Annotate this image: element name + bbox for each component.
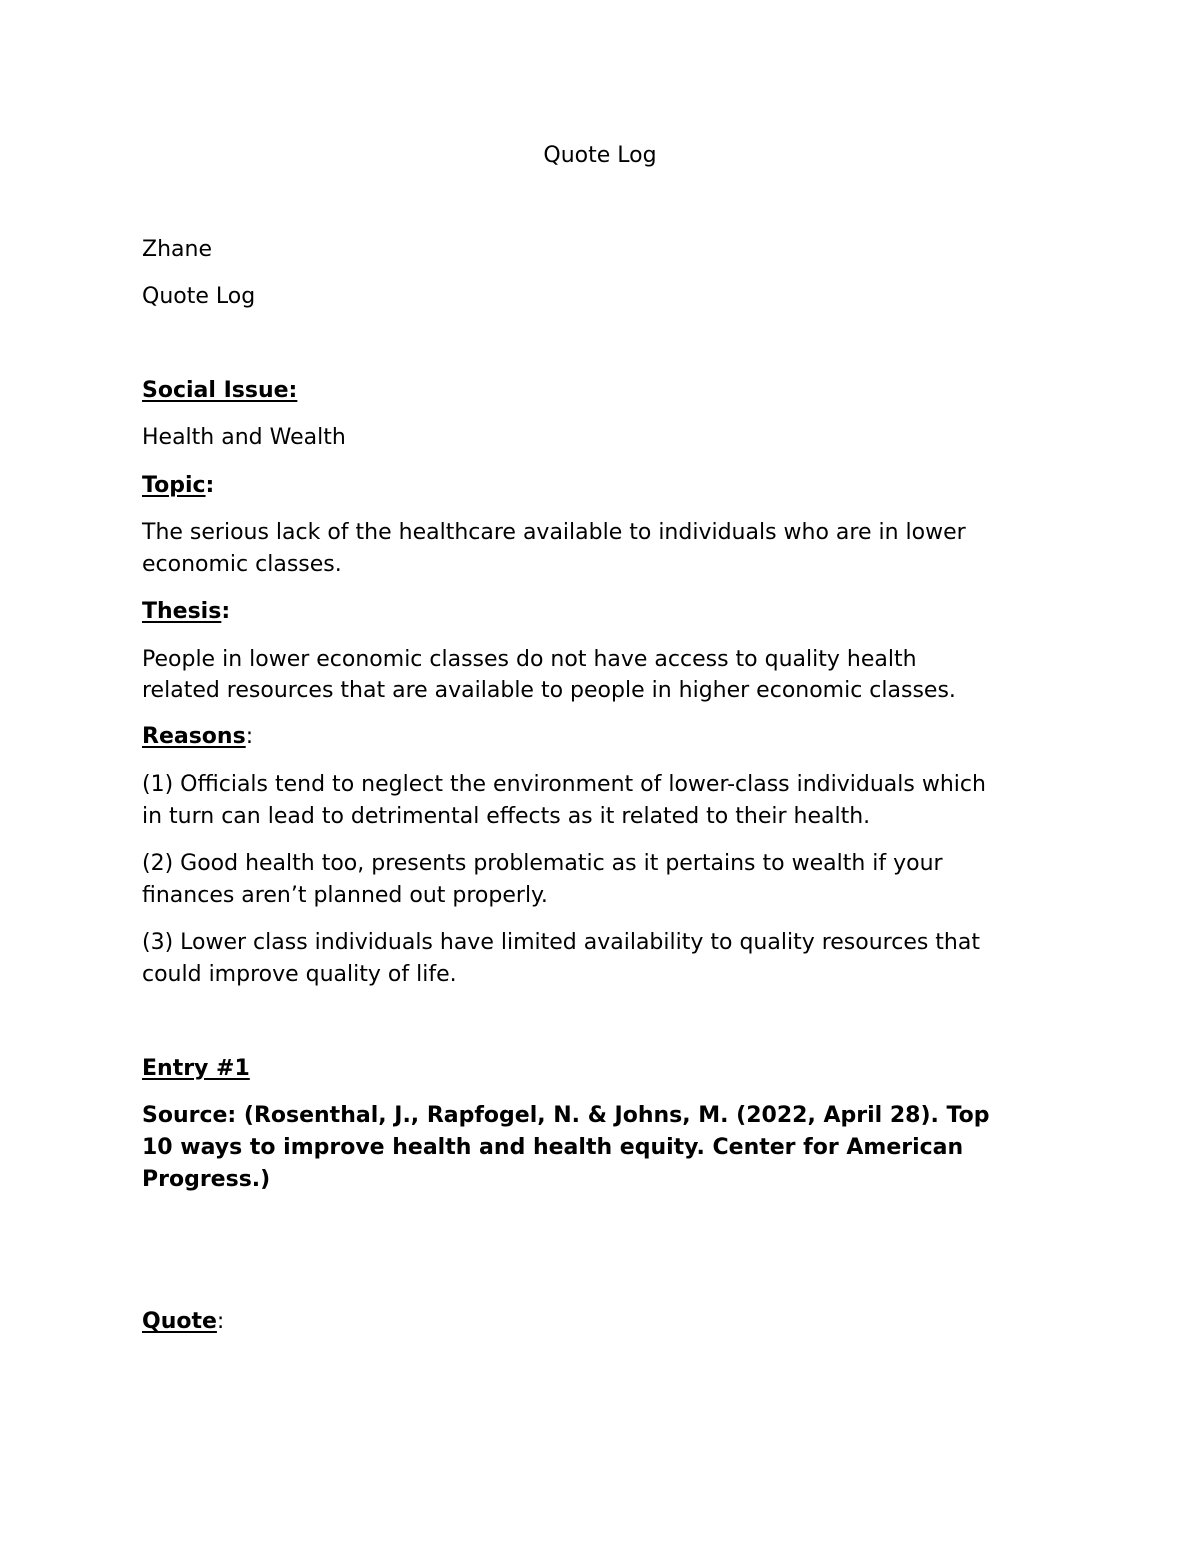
reason-1-line-2: in turn can lead to detrimental effects as it related to their health. [142,804,871,829]
topic-text-line-1: The serious lack of the healthcare available to individuals who are in lower [142,520,966,545]
author-name: Zhane [142,237,212,262]
reasons-label: Reasons [142,724,246,749]
thesis-label: Thesis [142,599,222,624]
reason-3-line-1: (3) Lower class individuals have limited availability to quality resources that [142,930,980,955]
quote-colon: : [216,1309,225,1334]
thesis-colon: : [221,599,231,624]
reason-1-line-1: (1) Officials tend to neglect the environment of lower-class individuals which [142,772,986,797]
entry-source-line-2: 10 ways to improve health and health equity. Center for American [142,1135,964,1160]
reason-2-line-2: finances aren’t planned out properly. [142,883,548,908]
thesis-text-line-2: related resources that are available to people in higher economic classes. [142,678,956,703]
social-issue-label: Social Issue: [142,378,298,403]
entry-label: Entry #1 [142,1056,250,1081]
topic-colon: : [205,473,215,498]
thesis-text-line-1: People in lower economic classes do not have access to quality health [142,647,917,672]
quote-label: Quote [142,1309,217,1334]
topic-text-line-2: economic classes. [142,552,342,577]
thesis-heading [142,596,230,628]
reason-3-line-2: could improve quality of life. [142,962,457,987]
entry-source-line-3: Progress.) [142,1167,271,1192]
reasons-colon: : [245,724,254,749]
document-title: Quote Log [543,143,657,168]
reasons-heading [142,721,253,753]
quote-heading [142,1306,224,1338]
topic-heading [142,470,214,502]
topic-label: Topic [142,473,206,498]
reason-2-line-1: (2) Good health too, presents problematic as it pertains to wealth if your [142,851,943,876]
social-issue-value: Health and Wealth [142,425,346,450]
entry-source-line-1: Source: (Rosenthal, J., Rapfogel, N. & Johns, M. (2022, April 28). Top [142,1103,990,1128]
document-subtitle: Quote Log [142,284,256,309]
